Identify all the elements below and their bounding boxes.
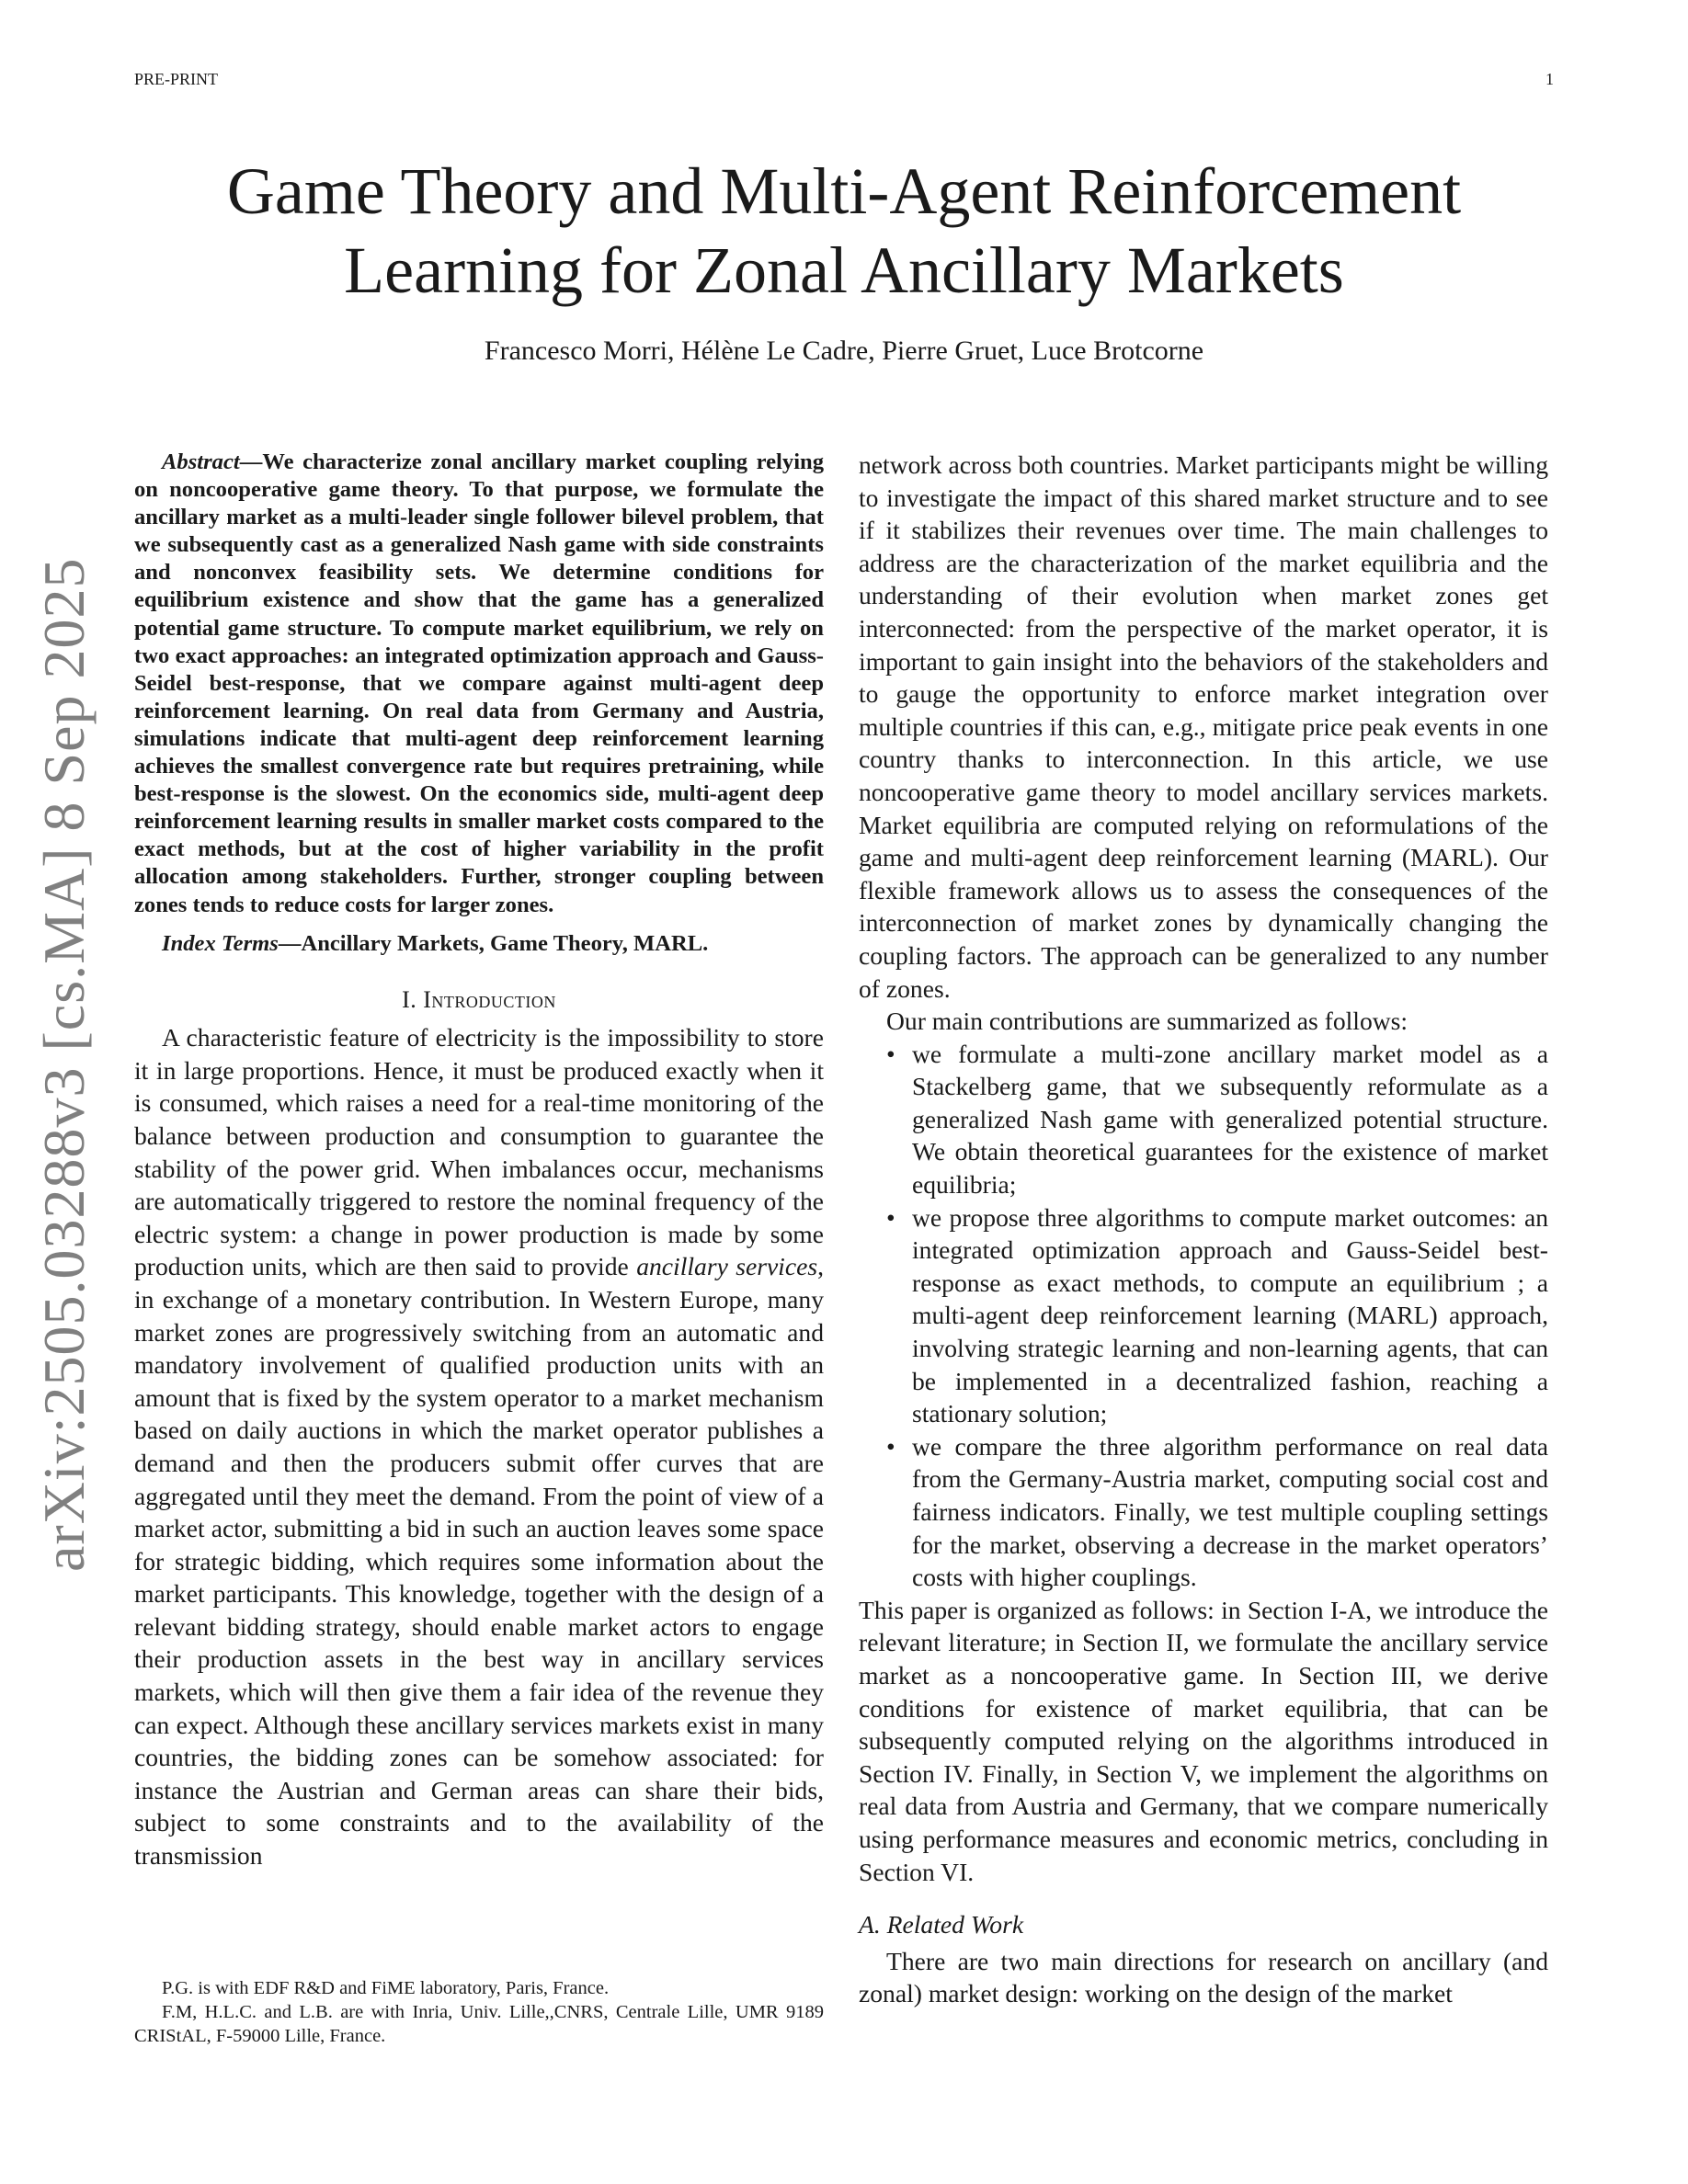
bullet-icon: •: [886, 1202, 895, 1232]
index-terms-label: Index Terms: [162, 930, 279, 956]
abstract-label: Abstract: [162, 449, 240, 474]
intro-emphasis: ancillary services: [636, 1252, 818, 1281]
abstract: [134, 449, 824, 919]
section-heading-introduction: I. Introduction: [402, 985, 556, 1013]
intro-text-part-2: , in exchange of a monetary contribution. In Western Europe, many market zones are progressively switching from an automatic and mandatory involvement of qualified production units with an amount that is fixed by the system operator to a market mechanism based on daily auctions in which the market operator publishes a demand and then the producers submit offer curves that are aggregated until they meet the demand. From the point of view of a market actor, submitting a bid in such an auction leaves some space for strategic bidding, which requires some information about the market participants. This knowledge, together with the design of a relevant bidding strategy, should enable market actors to engage their production assets in the best way in ancillary services markets, which will then give them a fair idea of the revenue they can expect. Although these ancillary services markets exist in many countries, the bidding zones can be somehow associated: for instance the Austrian and German areas can share their bids, subject to some constraints and to the availability of the transmission: [134, 1252, 824, 1871]
introduction-continuation: network across both countries. Market participants might be willing to investigate the impact of this shared market structure and to see if it stabilizes their revenues over time. The main challenges to address are the characterization of the market equilibria and the understanding of their evolution when market zones get interconnected: from the perspective of the market operator, it is important to gain insight into the behaviors of the stakeholders and to gauge the opportunity to enforce market integration over multiple countries if this can, e.g., mitigate price peak events in one country thanks to interconnection. In this article, we use noncooperative game theory to model ancillary services markets. Market equilibria are computed relying on reformulations of the game and multi-agent deep reinforcement learning (MARL). Our flexible framework allows us to assess the consequences of the interconnection of market zones by dynamically changing the coupling factors. The approach can be generalized to any number of zones.: [859, 450, 1548, 1003]
index-terms-text: —Ancillary Markets, Game Theory, MARL.: [278, 930, 709, 956]
footnotes: [134, 1976, 824, 2048]
footnote: P.G. is with EDF R&D and FiME laboratory, Paris, France.: [162, 1978, 610, 1998]
arxiv-identifier-stamp: arXiv:2505.03288v3 [cs.MA] 8 Sep 2025: [31, 557, 97, 1572]
bullet-icon: •: [886, 1431, 895, 1461]
contribution-text: we formulate a multi-zone ancillary market model as a Stackelberg game, that we subsequently reformulate as a generalized Nash game with generalized potential structure. We obtain theoretical guarantees for the existence of market equilibria;: [912, 1039, 1548, 1200]
contribution-item: [859, 1038, 1548, 1201]
paper-organization-paragraph: This paper is organized as follows: in Section I-A, we introduce the relevant literature; in Section II, we formulate the ancillary service market as a noncooperative game. In Section III, we derive conditions for existence of market equilibria, that can be subsequently computed relying on the algorithms introduced in Section IV. Finally, in Section V, we implement the algorithms on real data from Austria and Germany, that we compare numerically using performance measures and economic metrics, concluding in Section VI.: [859, 1595, 1548, 1886]
right-column: [859, 449, 1548, 2010]
contributions-list: [859, 1038, 1548, 1594]
author-list: Francesco Morri, Hélène Le Cadre, Pierre Gruet, Luce Brotcorne: [484, 336, 1204, 366]
contribution-text: we propose three algorithms to compute market outcomes: an integrated optimization approach and Gauss-Seidel best-response as exact methods, to compute an equilibrium ; a multi-agent deep reinforcement learning (MARL) approach, involving strategic learning and non-learning agents, that can be implemented in a decentralized fashion, reaching a stationary solution;: [912, 1202, 1548, 1428]
page-number: 1: [1545, 70, 1554, 88]
paper-title: [134, 152, 1554, 310]
subsection-heading-related-work: A. Related Work: [859, 1910, 1024, 1939]
related-work-paragraph: There are two main directions for research on ancillary (and zonal) market design: working on the design of the market: [859, 1946, 1548, 2008]
footnote: F.M, H.L.C. and L.B. are with Inria, Univ. Lille,,CNRS, Centrale Lille, UMR 9189 CRIStAL, F-59000 Lille, France.: [134, 2002, 824, 2046]
contribution-item: [859, 1201, 1548, 1430]
intro-text-part-1: A characteristic feature of electricity is the impossibility to store it in large proportions. Hence, it must be produced exactly when it is consumed, which raises a need for a real-time monitoring of the balance between production and consumption to guarantee the stability of the power grid. When imbalances occur, mechanisms are automatically triggered to restore the nominal frequency of the electric system: a change in power production is made by some production units, which are then said to provide: [134, 1023, 824, 1281]
introduction-paragraph: [134, 1021, 824, 1871]
contribution-text: we compare the three algorithm performance on real data from the Germany-Austria market, computing social cost and fairness indicators. Finally, we test multiple coupling settings for the market, observing a decrease in the market operators’ costs with higher couplings.: [912, 1431, 1548, 1592]
contributions-intro: Our main contributions are summarized as follows:: [886, 1007, 1409, 1036]
abstract-text: —We characterize zonal ancillary market coupling relying on noncooperative game theory. To that purpose, we formulate the ancillary market as a multi-leader single follower bilevel problem, that we subsequently cast as a generalized Nash game with side constraints and nonconvex feasibility sets. We determine conditions for equilibrium existence and show that the game has a generalized potential game structure. To compute market equilibrium, we rely on two exact approaches: an integrated optimization approach and Gauss-Seidel best-response, that we compare against multi-agent deep reinforcement learning. On real data from Germany and Austria, simulations indicate that multi-agent deep reinforcement learning achieves the smallest convergence rate but requires pretraining, while best-response is the slowest. On the economics side, multi-agent deep reinforcement learning results in smaller market costs compared to the exact methods, but at the cost of higher variability in the profit allocation among stakeholders. Further, stronger coupling between zones tends to reduce costs for larger zones.: [134, 449, 824, 917]
contribution-item: [859, 1430, 1548, 1594]
paper-title-line-1: Game Theory and Multi-Agent Reinforcement: [226, 154, 1462, 228]
left-column: [134, 449, 824, 1872]
index-terms: [134, 930, 824, 958]
running-head-label: PRE-PRINT: [134, 70, 219, 88]
title-block: [134, 152, 1554, 367]
paper-title-line-2: Learning for Zonal Ancillary Markets: [344, 233, 1344, 307]
bullet-icon: •: [886, 1039, 895, 1068]
